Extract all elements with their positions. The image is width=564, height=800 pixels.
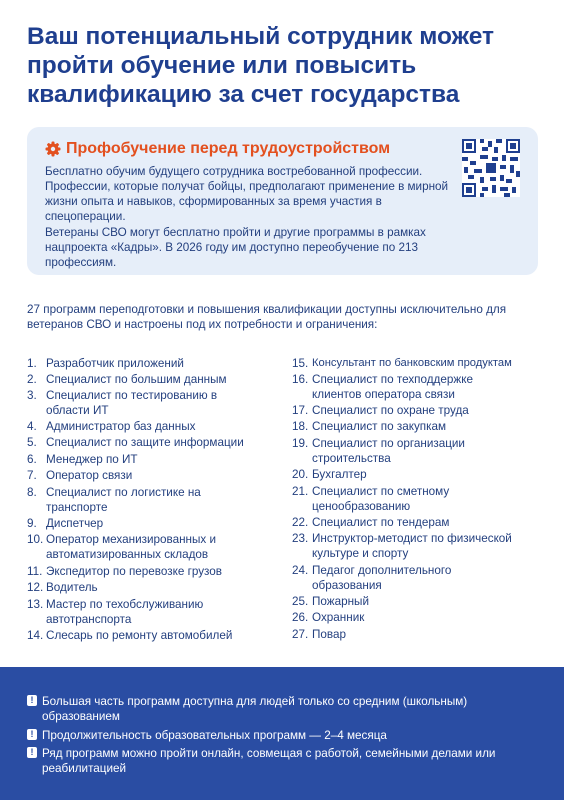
- list-item: 11. Экспедитор по перевозке грузов: [27, 565, 222, 578]
- list-item: 14. Слесарь по ремонту автомобилей: [27, 629, 233, 642]
- list-item: 7. Оператор связи: [27, 469, 133, 482]
- exclamation-icon: !: [27, 729, 37, 740]
- info-paragraph-1: Бесплатно обучим будущего сотрудника востребованной профессии. Профессии, которые получат бойцы, предполагают применение в мирной жизни опыта и навыков, сформированных за время участия в спецоперации.: [45, 165, 449, 223]
- list-item: 21. Специалист по сметному ценообразованию: [292, 485, 450, 513]
- list-item: 15. Консультант по банковским продуктам: [292, 357, 512, 370]
- list-item: 20. Бухгалтер: [292, 468, 367, 481]
- list-item: 19. Специалист по организации строительства: [292, 437, 465, 465]
- list-item: 23. Инструктор-методист по физической культуре и спорту: [292, 532, 512, 560]
- info-box-heading: [45, 140, 390, 158]
- list-item: 1. Разработчик приложений: [27, 357, 184, 370]
- list-item: 22. Специалист по тендерам: [292, 516, 450, 529]
- list-item: 4. Администратор баз данных: [27, 420, 196, 433]
- list-item: 9. Диспетчер: [27, 517, 104, 530]
- programs-intro: 27 программ переподготовки и повышения квалификации доступны исключительно для ветеранов СВО и настроены под их потребности и ограничения:: [27, 303, 507, 331]
- list-item: 2. Специалист по большим данным: [27, 373, 227, 386]
- page-title: Ваш потенциальный сотрудник может пройти обучение или повысить квалификацию за счет государства: [27, 23, 494, 108]
- list-item: 12. Водитель: [27, 581, 98, 594]
- list-item: 3. Специалист по тестированию в области ИТ: [27, 389, 218, 417]
- info-paragraph-2: Ветераны СВО могут бесплатно пройти и другие программы в рамках нацпроекта «Кадры». В 2026 году им доступно переобучение по 213 профессиям.: [45, 226, 426, 269]
- list-item: 26. Охранник: [292, 611, 365, 624]
- info-box-title: Профобучение перед трудоустройством: [66, 140, 391, 157]
- footer-note: ! Продолжительность образовательных программ — 2–4 месяца: [27, 728, 547, 743]
- info-box: [27, 127, 538, 275]
- list-item: 13. Мастер по техобслуживанию автотранспорта: [27, 598, 204, 626]
- list-item: 8. Специалист по логистике на транспорте: [27, 486, 201, 514]
- footer-note: ! Большая часть программ доступна для людей только со средним (школьным) образованием: [27, 694, 547, 724]
- list-item: 25. Пожарный: [292, 595, 369, 608]
- list-item: 24. Педагог дополнительного образования: [292, 564, 452, 592]
- exclamation-icon: !: [27, 747, 37, 758]
- list-item: 18. Специалист по закупкам: [292, 420, 447, 433]
- qr-code-icon[interactable]: [462, 139, 520, 197]
- gear-icon: [45, 141, 61, 157]
- list-item: 17. Специалист по охране труда: [292, 404, 469, 417]
- list-item: 16. Специалист по техподдержке клиентов оператора связи: [292, 373, 473, 401]
- list-item: 5. Специалист по защите информации: [27, 436, 244, 449]
- list-item: 6. Менеджер по ИТ: [27, 453, 138, 466]
- list-item: 10. Оператор механизированных и автоматизированных складов: [27, 533, 216, 561]
- footer-note: ! Ряд программ можно пройти онлайн, совмещая с работой, семейными делами или реабилитацией: [27, 746, 547, 776]
- footer-banner: [0, 667, 564, 800]
- exclamation-icon: !: [27, 695, 37, 706]
- list-item: 27. Повар: [292, 628, 346, 641]
